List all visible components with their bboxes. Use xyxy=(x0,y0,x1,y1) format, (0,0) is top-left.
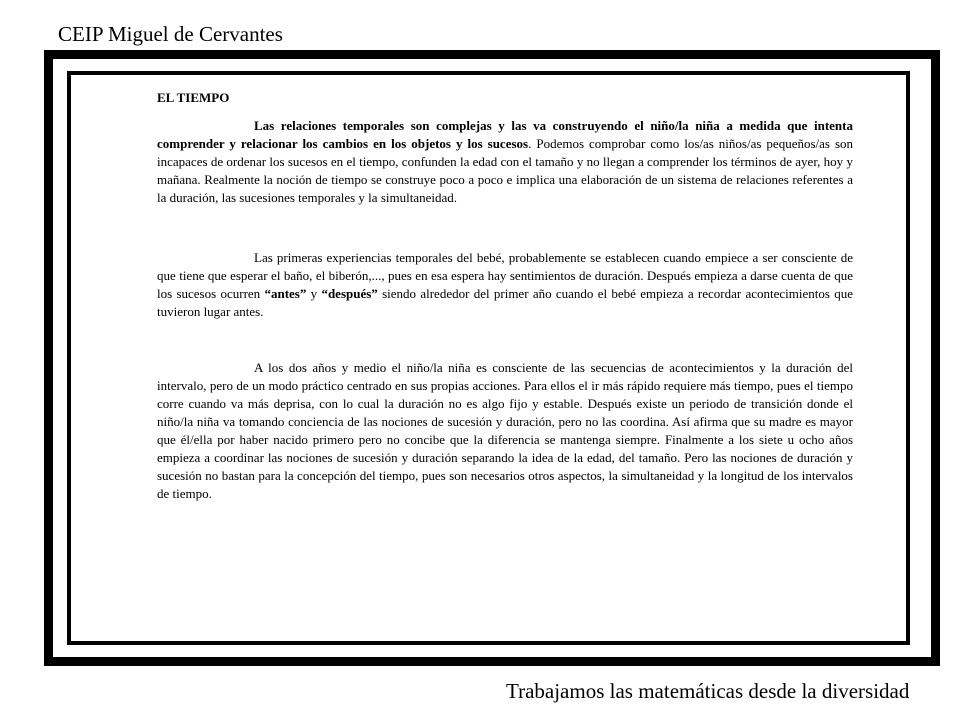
paragraph-2-text-b: y xyxy=(306,286,322,301)
paragraph-2-text-a: Las primeras experiencias temporales del bebé, probablemente se establecen cuando empiece a ser consciente de que tiene que esperar el baño, el biberón,..., pues en esa espera hay sentimientos de duración. Después empieza a darse cuenta de que los sucesos ocurren xyxy=(157,250,853,301)
paragraph-2 xyxy=(157,249,853,321)
paragraph-1-bold-intro: Las relaciones temporales son complejas y las va construyendo el niño/la niña a medida que intenta comprender y relacionar los cambios en los objetos y los sucesos xyxy=(157,118,853,151)
paragraph-3: A los dos años y medio el niño/la niña es consciente de las secuencias de acontecimientos y la duración del intervalo, pero de un modo práctico centrado en sus propias acciones. Para ellos el ir más rápido requiere más tiempo, pues el tiempo corre cuando va más deprisa, con lo cual la duración no es algo fijo y estable. Después existe un periodo de transición donde el niño/la niña va tomando conciencia de las nociones de sucesión y duración, pero no las coordina. Así afirma que su madre es mayor que él/ella por haber nacido primero pero no concibe que la diferencia se mantenga siempre. Finalmente a los siete u ocho años empieza a coordinar las nociones de sucesión y duración separando la idea de la edad, del tamaño. Pero las nociones de duración y sucesión no bastan para la concepción del tiempo, pues son necesarios otros aspectos, la simultaneidad y la longitud de los intervalos de tiempo. xyxy=(157,360,853,501)
school-name-header: CEIP Miguel de Cervantes xyxy=(58,22,283,46)
document-body xyxy=(157,89,853,503)
inner-border-frame xyxy=(67,71,910,645)
paragraph-2-text-c: siendo alrededor del primer año cuando el bebé empieza a recordar acontecimientos que tuvieron lugar antes. xyxy=(157,286,854,319)
paragraph-2-bold-antes: “antes” xyxy=(264,286,307,301)
outer-border-frame xyxy=(44,50,940,666)
paragraph-1 xyxy=(157,117,853,207)
paragraph-1-text: . Podemos comprobar como los/as niños/as pequeños/as son incapaces de ordenar los sucesos en el tiempo, confunden la edad con el tamaño y no llegan a comprender los términos de ayer, hoy y mañana. Realmente la noción de tiempo se construye poco a poco e implica una elaboración de un sistema de relaciones referentes a la duración, las sucesiones temporales y la simultaneidad. xyxy=(157,136,854,205)
section-heading: EL TIEMPO xyxy=(157,90,230,105)
footer-title: Trabajamos las matemáticas desde la diversidad xyxy=(506,679,910,703)
paragraph-2-bold-despues: “después” xyxy=(321,286,378,301)
